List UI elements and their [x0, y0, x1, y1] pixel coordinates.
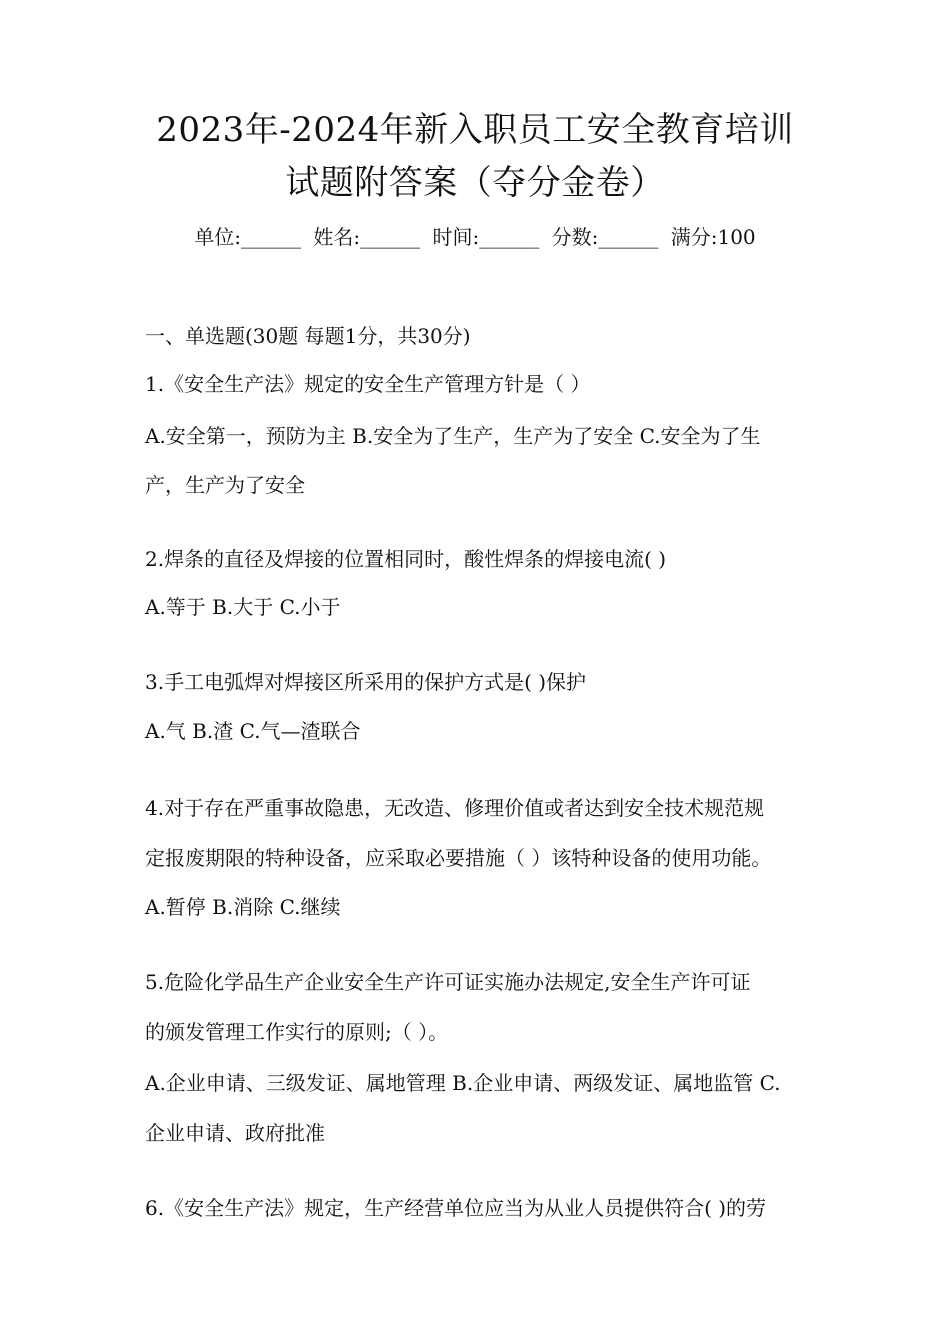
question-2-text: 2.焊条的直径及焊接的位置相同时，酸性焊条的焊接电流( )	[145, 547, 667, 571]
question-4-text: 4.对于存在严重事故隐患，无改造、修理价值或者达到安全技术规范规	[145, 796, 765, 820]
time-field: 时间:______	[432, 225, 540, 249]
name-field: 姓名:______	[313, 225, 421, 249]
question-4-text-cont: 定报废期限的特种设备，应采取必要措施（ ）该特种设备的使用功能。	[145, 846, 772, 870]
title-line-2: 试题附答案（夺分金卷）	[285, 163, 665, 203]
full-score-field: 满分:100	[670, 225, 756, 249]
exam-info-row	[0, 224, 950, 250]
unit-field: 单位:______	[194, 225, 302, 249]
question-5-options: A.企业申请、三级发证、属地管理 B.企业申请、两级发证、属地监管 C.	[145, 1071, 781, 1095]
title-line-1: 2023年-2024年新入职员工安全教育培训	[156, 110, 794, 150]
question-1-text: 1.《安全生产法》规定的安全生产管理方针是（ ）	[145, 372, 591, 396]
question-3-text: 3.手工电弧焊对焊接区所采用的保护方式是( )保护	[145, 670, 587, 694]
question-4-options: A.暂停 B.消除 C.继续	[145, 895, 341, 919]
question-5-text-cont: 的颁发管理工作实行的原则;（ ）。	[145, 1020, 449, 1044]
score-field: 分数:______	[551, 225, 659, 249]
question-1-options-cont: 产，生产为了安全	[145, 473, 305, 497]
section-heading: 一、单选题(30题 每题1分，共30分)	[145, 324, 471, 348]
question-3-options: A.气 B.渣 C.气—渣联合	[145, 719, 361, 743]
question-2-options: A.等于 B.大于 C.小于	[145, 595, 341, 619]
question-1-options: A.安全第一，预防为主 B.安全为了生产，生产为了安全 C.安全为了生	[145, 424, 761, 448]
question-5-options-cont: 企业申请、政府批准	[145, 1121, 325, 1145]
question-6-text: 6.《安全生产法》规定，生产经营单位应当为从业人员提供符合( )的劳	[145, 1196, 767, 1220]
question-5-text: 5.危险化学品生产企业安全生产许可证实施办法规定,安全生产许可证	[145, 970, 751, 994]
